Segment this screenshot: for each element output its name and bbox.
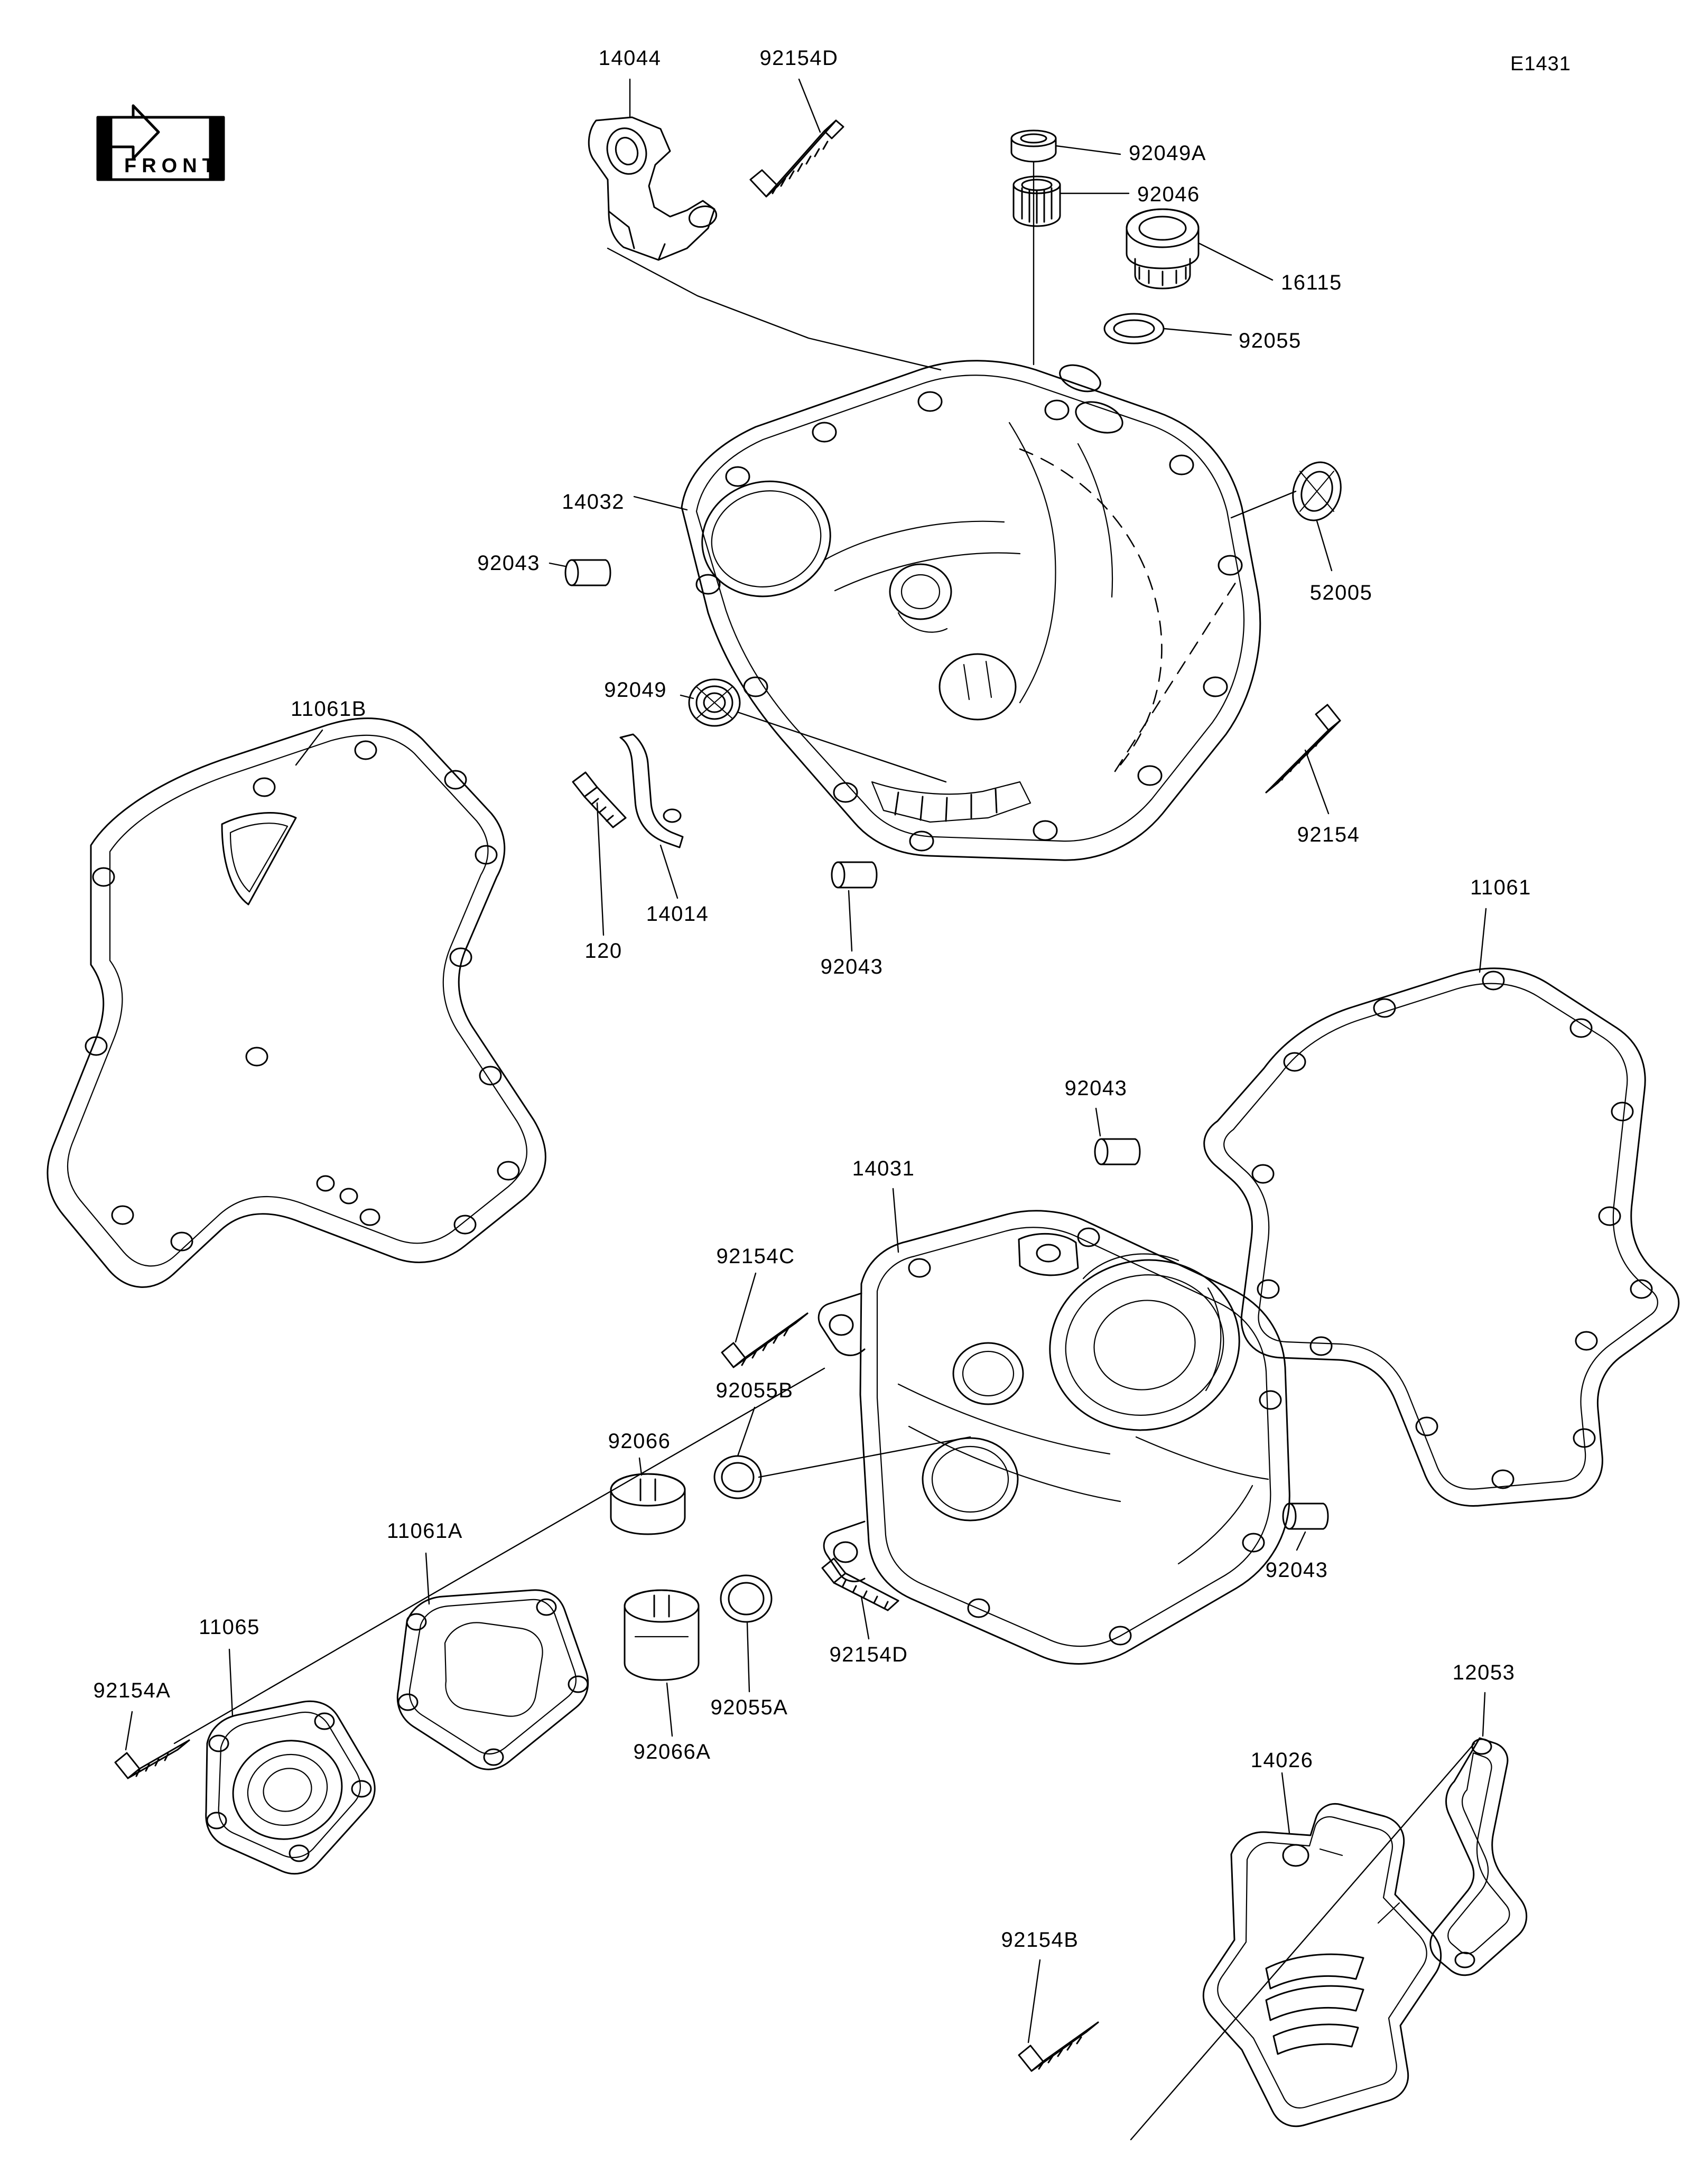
callout-92049[interactable]: 92049 [604,678,667,702]
part-92046-bearing [1014,176,1060,226]
part-11065-cap [206,1701,375,1873]
callout-92043-gen-top[interactable]: 92043 [1064,1077,1128,1100]
part-92043-pin-gen-top [1095,1139,1140,1164]
part-92043-pin-gen-right [1283,1504,1328,1529]
callout-11065[interactable]: 11065 [199,1616,260,1639]
part-92066-plug [611,1474,685,1534]
callout-16115[interactable]: 16115 [1281,271,1342,294]
callout-14044[interactable]: 14044 [598,46,662,70]
callout-92066A[interactable]: 92066A [633,1740,711,1763]
sheet-code: E1431 [1510,53,1571,75]
callout-92154B[interactable]: 92154B [1001,1928,1079,1952]
part-92055B-oring [714,1456,761,1498]
part-14014-plate-spring [620,734,683,847]
part-92154-bolt-right [1266,705,1340,792]
front-direction-indicator [92,108,225,193]
callout-92154D-lower[interactable]: 92154D [829,1643,908,1666]
callout-92043-gen-right[interactable]: 92043 [1265,1558,1328,1582]
part-14032-clutch-cover [682,360,1260,860]
part-11061-gasket-right [1204,968,1679,1506]
part-11061A-gasket-small [397,1590,588,1769]
callout-14032[interactable]: 14032 [562,490,625,514]
callout-92049A[interactable]: 92049A [1129,142,1206,165]
callout-14014[interactable]: 14014 [646,902,709,926]
callout-92043-mid[interactable]: 92043 [820,955,884,978]
part-92049A-seal [1011,130,1056,162]
part-16115-filler-cap [1127,209,1198,288]
callout-11061[interactable]: 11061 [1470,876,1531,899]
callout-11061A[interactable]: 11061A [387,1519,463,1543]
part-12053-chain-guide [1430,1738,1527,1975]
callout-120[interactable]: 120 [584,939,622,963]
callout-92154A[interactable]: 92154A [93,1679,171,1702]
part-92043-pin-mid [832,862,877,888]
front-label: FRONT [124,155,220,177]
callout-92154C[interactable]: 92154C [716,1245,795,1268]
callout-11061B[interactable]: 11061B [291,697,367,721]
callout-12053[interactable]: 12053 [1452,1661,1516,1684]
callout-92046[interactable]: 92046 [1137,183,1200,206]
part-92043-pin-upper [565,560,610,585]
callout-92043-upper[interactable]: 92043 [477,552,540,575]
part-120-bolt [573,772,626,827]
part-14026-chain-cover [1203,1804,1441,2126]
callout-52005[interactable]: 52005 [1309,581,1373,604]
callout-92055[interactable]: 92055 [1239,329,1302,352]
callout-92055A[interactable]: 92055A [710,1696,788,1719]
callout-92154D[interactable]: 92154D [759,46,839,70]
callout-14031[interactable]: 14031 [852,1157,915,1180]
part-92154C-bolt [722,1313,807,1367]
part-92066A-plug [625,1590,699,1680]
callout-92066[interactable]: 92066 [608,1430,671,1453]
callout-14026[interactable]: 14026 [1250,1749,1314,1772]
part-92154D-bolt-top [750,120,843,197]
part-92049-seal-mid [689,679,740,726]
callout-92154[interactable]: 92154 [1297,823,1360,846]
part-11061B-gasket [48,718,545,1287]
part-14044-bracket [589,117,719,260]
part-92055-oring [1104,314,1164,343]
callout-92055B[interactable]: 92055B [716,1379,794,1402]
part-92055A-oring [721,1575,772,1622]
